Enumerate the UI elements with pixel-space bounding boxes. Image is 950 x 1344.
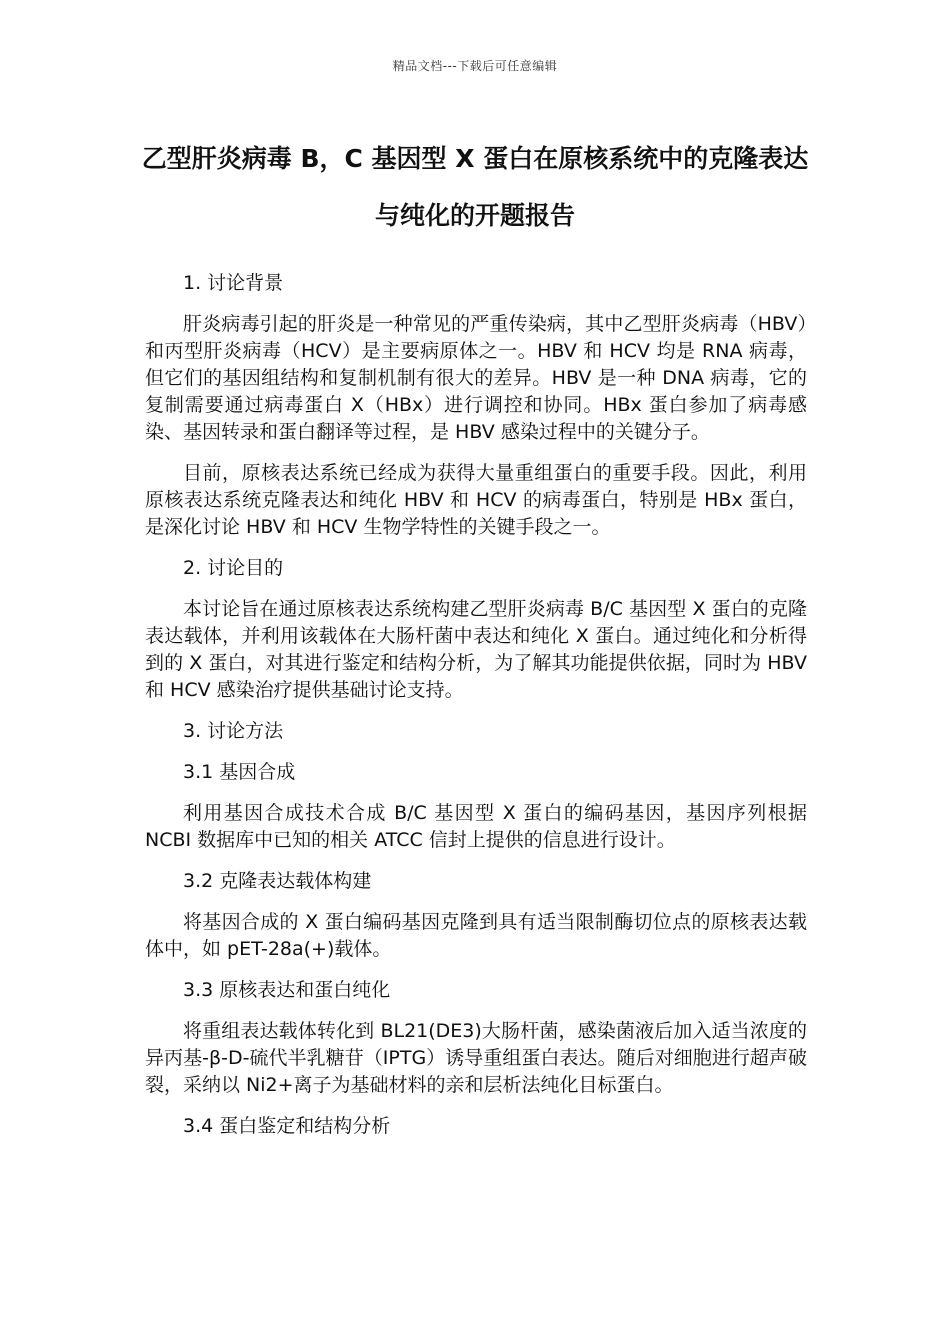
paragraph-gene-synthesis: 利用基因合成技术合成 B/C 基因型 X 蛋白的编码基因，基因序列根据 NCBI 数据库中已知的相关 ATCC 信封上提供的信息进行设计。 xyxy=(145,802,807,851)
section-heading-background: 1. 讨论背景 xyxy=(183,272,284,294)
section-heading-methods: 3. 讨论方法 xyxy=(183,720,284,742)
subsection-heading-identification-analysis: 3.4 蛋白鉴定和结构分析 xyxy=(183,1115,391,1137)
section-heading-purpose: 2. 讨论目的 xyxy=(183,557,284,579)
paragraph-expression-purification: 将重组表达载体转化到 BL21(DE3)大肠杆菌，感染菌液后加入适当浓度的异丙基-β-D-硫代半乳糖苷（IPTG）诱导重组蛋白表达。随后对细胞进行超声破裂，采纳以 Ni2+离子为基础材料的亲和层析法纯化目标蛋白。 xyxy=(145,1020,807,1096)
subsection-heading-gene-synthesis: 3.1 基因合成 xyxy=(183,761,296,783)
header-note: 精品文档---下载后可任意编辑 xyxy=(392,59,558,73)
document-body xyxy=(145,270,807,1154)
document-title: 乙型肝炎病毒 B，C 基因型 X 蛋白在原核系统中的克隆表达与纯化的开题报告 xyxy=(141,144,809,230)
subsection-heading-expression-purification: 3.3 原核表达和蛋白纯化 xyxy=(183,979,391,1001)
paragraph-vector-construction: 将基因合成的 X 蛋白编码基因克隆到具有适当限制酶切位点的原核表达载体中，如 pET-28a(+)载体。 xyxy=(145,911,807,960)
paragraph-background-1: 肝炎病毒引起的肝炎是一种常见的严重传染病，其中乙型肝炎病毒（HBV）和丙型肝炎病毒（HCV）是主要病原体之一。HBV 和 HCV 均是 RNA 病毒，但它们的基因组结构和复制机制有很大的差异。HBV 是一种 DNA 病毒，它的复制需要通过病毒蛋白 X（HBx）进行调控和协同。HBx 蛋白参加了病毒感染、基因转录和蛋白翻译等过程，是 HBV 感染过程中的关键分子。 xyxy=(145,313,807,443)
paragraph-purpose: 本讨论旨在通过原核表达系统构建乙型肝炎病毒 B/C 基因型 X 蛋白的克隆表达载体，并利用该载体在大肠杆菌中表达和纯化 X 蛋白。通过纯化和分析得到的 X 蛋白，对其进行鉴定和结构分析，为了解其功能提供依据，同时为 HBV 和 HCV 感染治疗提供基础讨论支持。 xyxy=(145,598,807,701)
paragraph-background-2: 目前，原核表达系统已经成为获得大量重组蛋白的重要手段。因此，利用原核表达系统克隆表达和纯化 HBV 和 HCV 的病毒蛋白，特别是 HBx 蛋白，是深化讨论 HBV 和 HCV 生物学特性的关键手段之一。 xyxy=(145,462,807,538)
subsection-heading-vector-construction: 3.2 克隆表达载体构建 xyxy=(183,870,372,892)
